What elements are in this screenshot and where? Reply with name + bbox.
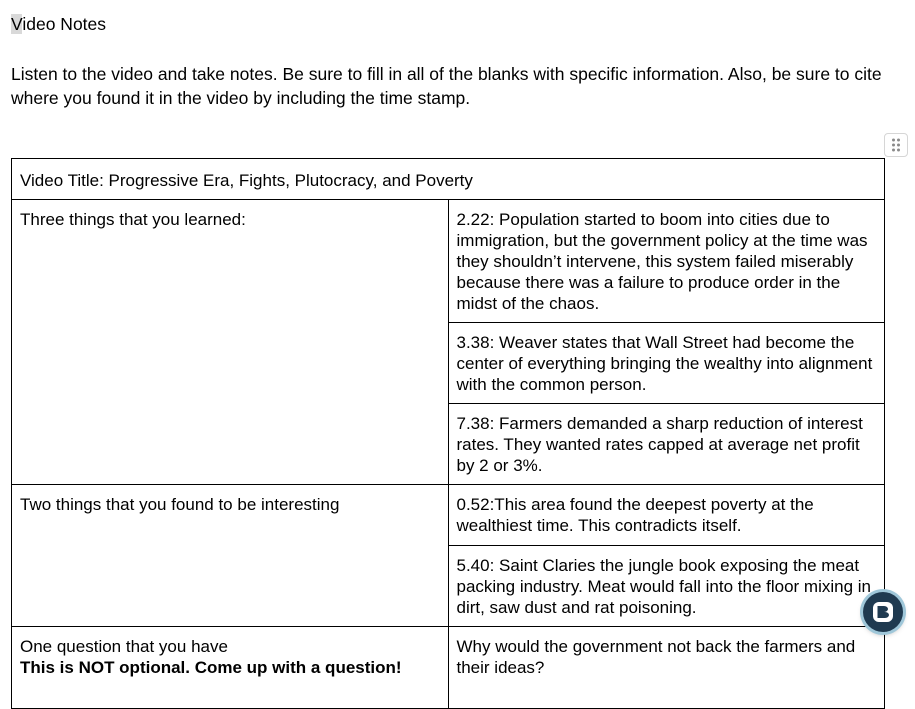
- assistant-logo-icon: [871, 600, 895, 624]
- learned-item-2[interactable]: 3.38: Weaver states that Wall Street had become the center of everything bringing the wealthy into alignment with the common person.: [448, 323, 885, 404]
- interesting-item-1[interactable]: 0.52:This area found the deepest poverty at the wealthiest time. This contradicts itself.: [448, 485, 885, 546]
- video-title-cell[interactable]: Video Title: Progressive Era, Fights, Plutocracy, and Poverty: [12, 159, 885, 200]
- question-answer-cell[interactable]: Why would the government not back the farmers and their ideas?: [448, 627, 885, 709]
- learned-label-cell[interactable]: Three things that you learned:: [12, 200, 449, 485]
- learned-item-3[interactable]: 7.38: Farmers demanded a sharp reduction of interest rates. They wanted rates capped at average net profit by 2 or 3%.: [448, 404, 885, 485]
- interesting-item-2[interactable]: 5.40: Saint Claries the jungle book exposing the meat packing industry. Meat would fall into the floor mixing in dirt, saw dust and rat poisoning.: [448, 546, 885, 627]
- interesting-label-cell[interactable]: Two things that you found to be interesting: [12, 485, 449, 627]
- question-label: One question that you have: [20, 637, 228, 656]
- table-drag-handle[interactable]: [884, 133, 908, 157]
- drag-dots-icon: [891, 137, 901, 153]
- question-label-cell[interactable]: [12, 627, 449, 709]
- question-requirement-note: This is NOT optional. Come up with a question!: [20, 658, 402, 677]
- assistant-button[interactable]: [863, 592, 903, 632]
- instructions-paragraph: Listen to the video and take notes. Be sure to fill in all of the blanks with specific information. Also, be sure to cite where you found it in the video by including the time stamp.: [11, 64, 882, 108]
- document-title: [11, 13, 106, 35]
- learned-item-1[interactable]: 2.22: Population started to boom into cities due to immigration, but the government policy at the time was they shouldn’t intervene, this system failed miserably because there was a failure to produce order in the midst of the chaos.: [448, 200, 885, 323]
- title-rest: ideo Notes: [22, 14, 107, 34]
- video-notes-table: [11, 158, 885, 709]
- title-first-letter: V: [11, 14, 23, 34]
